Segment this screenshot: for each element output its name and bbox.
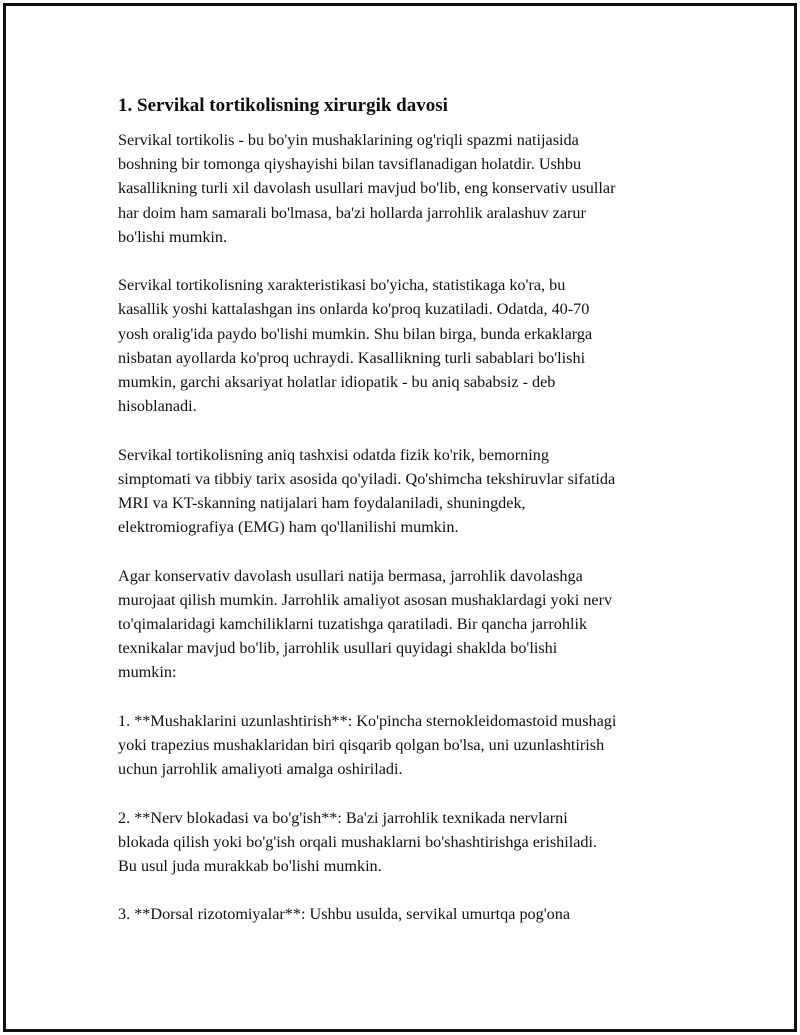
text-line: yoki trapezius mushaklaridan biri qisqarib qolgan bo'lsa, uni uzunlashtirish: [118, 736, 605, 755]
text-line: to'qimalaridagi kamchiliklarni tuzatishga qaratiladi. Bir qancha jarrohlik: [118, 615, 588, 634]
text-line: mumkin:: [118, 663, 177, 682]
text-line: hisoblanadi.: [118, 397, 197, 416]
list-item-1: [118, 709, 698, 782]
text-line: murojaat qilish mumkin. Jarrohlik amaliyot asosan mushaklardagi yoki nerv: [118, 590, 613, 609]
text-line: kasallikning turli xil davolash usullari mavjud bo'lib, eng konservativ usullar: [118, 179, 616, 198]
document-body: [118, 94, 698, 951]
paragraph-intro: [118, 128, 698, 249]
paragraph-surgery-intro: [118, 564, 698, 685]
text-line: Servikal tortikolisning aniq tashxisi odatda fizik ko'rik, bemorning: [118, 445, 549, 464]
text-line: bo'lishi mumkin.: [118, 227, 228, 246]
text-line: uchun jarrohlik amaliyoti amalga oshiriladi.: [118, 760, 403, 779]
text-line: Servikal tortikolisning xarakteristikasi bo'yicha, statistikaga ko'ra, bu: [118, 276, 566, 295]
text-line: kasallik yoshi kattalashgan ins onlarda ko'proq kuzatiladi. Odatda, 40-70: [118, 300, 590, 319]
text-line: 1. **Mushaklarini uzunlashtirish**: Ko'pincha sternokleidomastoid mushagi: [118, 711, 617, 730]
list-item-2: [118, 806, 698, 879]
text-line: Servikal tortikolis - bu bo'yin mushaklarining og'riqli spazmi natijasida: [118, 131, 579, 149]
section-heading: 1. Servikal tortikolisning xirurgik davosi: [118, 95, 448, 116]
text-line: yosh oralig'ida paydo bo'lishi mumkin. Shu bilan birga, bunda erkaklarga: [118, 324, 593, 343]
paragraph-characteristics: [118, 273, 698, 418]
text-line: 3. **Dorsal rizotomiyalar**: Ushbu usulda, servikal umurtqa pog'ona: [118, 905, 571, 924]
text-line: blokada qilish yoki bo'g'ish orqali mushaklarni bo'shashtirishga erishiladi.: [118, 832, 598, 851]
text-line: 2. **Nerv blokadasi va bo'g'ish**: Ba'zi jarrohlik texnikada nervlarni: [118, 808, 568, 827]
text-line: har doim ham samarali bo'lmasa, ba'zi hollarda jarrohlik aralashuv zarur: [118, 203, 586, 222]
text-line: nisbatan ayollarda ko'proq uchraydi. Kasallikning turli sabablari bo'lishi: [118, 348, 586, 367]
text-line: mumkin, garchi aksariyat holatlar idiopatik - bu aniq sababsiz - deb: [118, 373, 556, 392]
text-line: texnikalar mavjud bo'lib, jarrohlik usullari quyidagi shaklda bo'lishi: [118, 639, 558, 658]
list-item-3: [118, 902, 698, 926]
text-line: Agar konservativ davolash usullari natija bermasa, jarrohlik davolashga: [118, 566, 583, 585]
text-line: boshning bir tomonga qiyshayishi bilan tavsiflanadigan holatdir. Ushbu: [118, 155, 582, 174]
text-line: MRI va KT-skanning natijalari ham foydalaniladi, shuningdek,: [118, 494, 526, 513]
text-line: simptomati va tibbiy tarix asosida qo'yiladi. Qo'shimcha tekshiruvlar sifatida: [118, 469, 616, 488]
text-line: Bu usul juda murakkab bo'lishi mumkin.: [118, 857, 382, 876]
paragraph-diagnosis: [118, 443, 698, 540]
text-line: elektromiografiya (EMG) ham qo'llanilishi mumkin.: [118, 518, 459, 537]
